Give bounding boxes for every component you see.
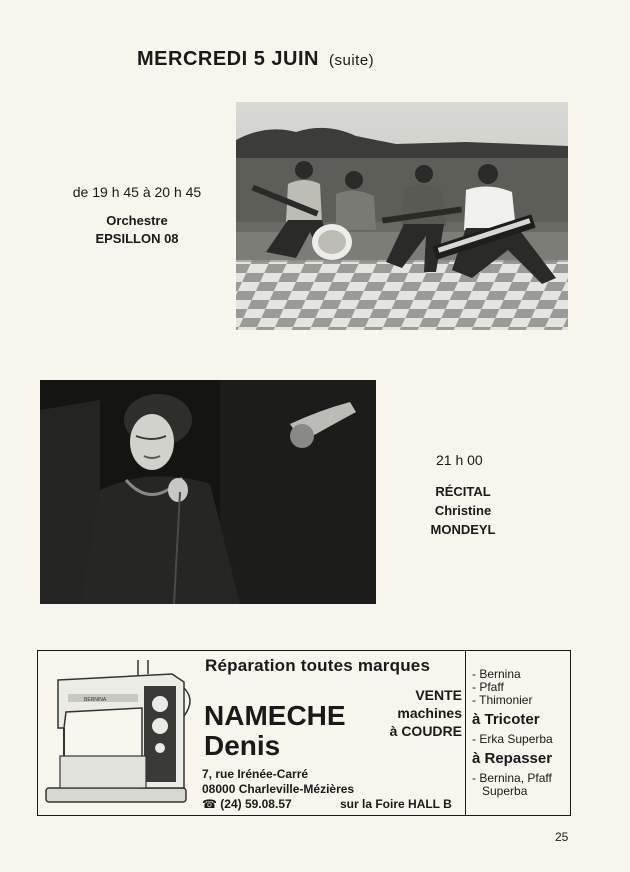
- tricoter-heading: à Tricoter: [472, 711, 540, 728]
- event1-time: de 19 h 45 à 20 h 45: [72, 184, 202, 200]
- sewing-machine-illustration: [44, 660, 196, 806]
- company-name: NAMECHE: [204, 700, 346, 731]
- foire-location: sur la Foire HALL B: [340, 797, 452, 811]
- phone-number: ☎ (24) 59.08.57: [202, 797, 292, 811]
- vente-line3: à COUDRE: [389, 723, 462, 739]
- brand-item: - Pfaff: [472, 680, 504, 694]
- page-title: [137, 48, 374, 71]
- vente-line1: VENTE: [415, 687, 462, 703]
- band-photo: [236, 102, 568, 330]
- address-line1: 7, rue Irénée-Carré: [202, 767, 309, 781]
- machine-brand: BERNINA: [84, 697, 107, 703]
- event1-line2: EPSILLON 08: [95, 231, 179, 246]
- singer-photo: [40, 380, 376, 604]
- brand-item: - Thimonier: [472, 693, 533, 707]
- address: [202, 767, 354, 797]
- event1-act: [62, 212, 212, 248]
- ad-headline: Réparation toutes marques: [205, 656, 431, 675]
- company-firstname: Denis: [204, 730, 281, 761]
- vente-line2: machines: [397, 705, 462, 721]
- brand-item: Superba: [482, 784, 528, 798]
- event2-line3: MONDEYL: [430, 522, 496, 537]
- vente-block: [376, 686, 462, 740]
- event1-line1: Orchestre: [106, 213, 168, 228]
- page-number: 25: [555, 830, 569, 844]
- event2-line2: Christine: [434, 503, 492, 518]
- event2-time: 21 h 00: [436, 452, 483, 468]
- address-line2: 08000 Charleville-Mézières: [202, 782, 355, 796]
- title-suffix: (suite): [328, 52, 375, 69]
- brand-item: - Bernina: [472, 667, 521, 681]
- brand-item: - Bernina, Pfaff: [472, 771, 552, 785]
- repasser-heading: à Repasser: [472, 750, 553, 767]
- ad-divider: [465, 650, 466, 816]
- title-main: MERCREDI 5 JUIN: [137, 48, 319, 70]
- brands-column: [472, 668, 568, 798]
- event2-line1: RÉCITAL: [435, 484, 491, 499]
- event2-act: [400, 482, 526, 539]
- brand-item: - Erka Superba: [472, 732, 553, 746]
